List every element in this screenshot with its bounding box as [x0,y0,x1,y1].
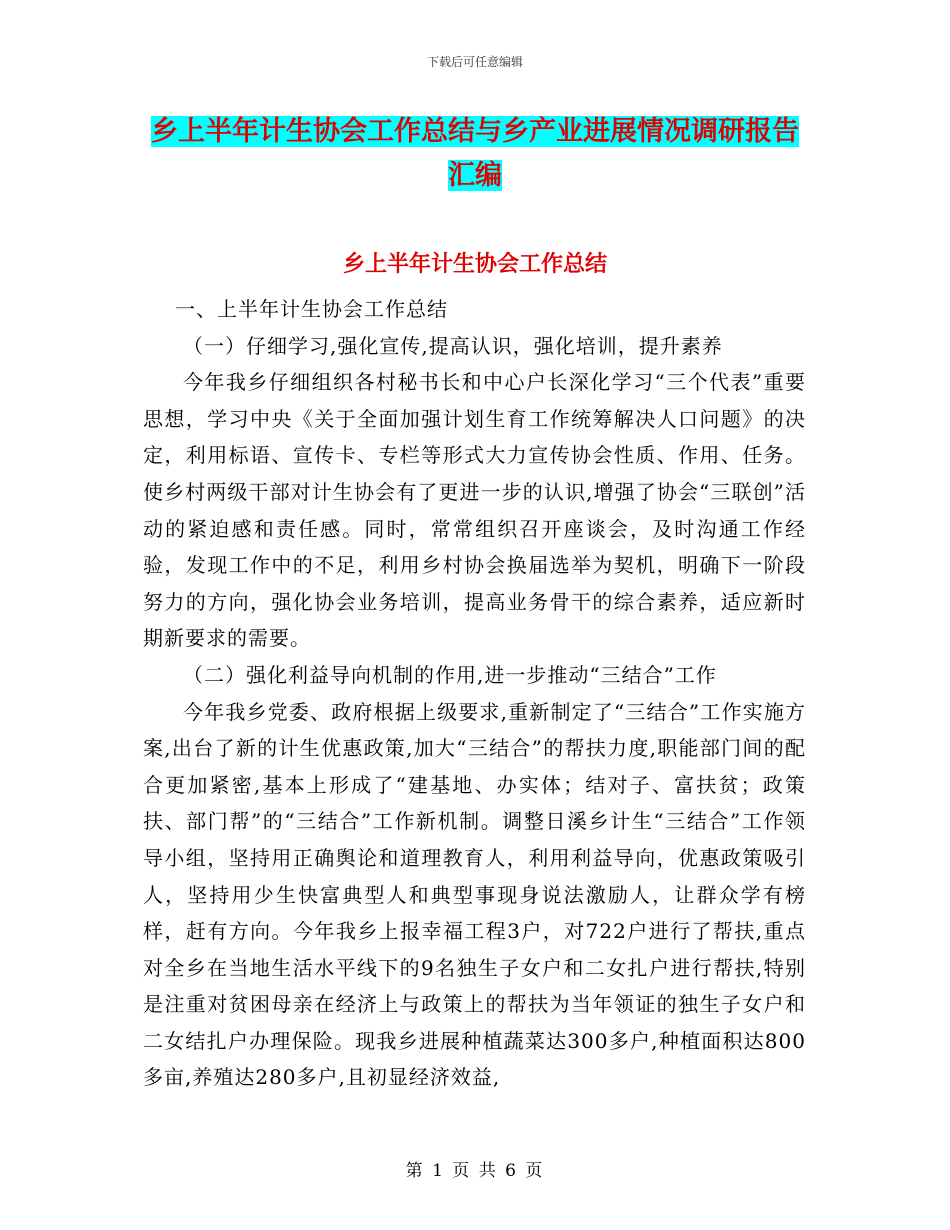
document-title [140,110,810,198]
item2-heading: （二）强化利益导向机制的作用,进一步推动“三结合”工作 [183,662,717,687]
item2-paragraph: 今年我乡党委、政府根据上级要求,重新制定了“三结合”工作实施方案,出台了新的计生优惠政策,加大“三结合”的帮扶力度,职能部门间的配合更加紧密,基本上形成了“建基地、办实体；结对子、富扶贫；政策扶、部门帮”的“三结合”工作新机制。调整日溪乡计生“三结合”工作领导小组，坚持用正确舆论和道理教育人，利用利益导向，优惠政策吸引人，坚持用少生快富典型人和典型事现身说法激励人，让群众学有榜样，赶有方向。今年我乡上报幸福工程3户，对722户进行了帮扶,重点对全乡在当地生活水平线下的9名独生子女户和二女扎户进行帮扶,特别是注重对贫困母亲在经济上与政策上的帮扶为当年领证的独生子女户和二女结扎户办理保险。现我乡进展种植蔬菜达300多户,种植面积达800多亩,养殖达280多户,且初显经济效益, [143,699,806,1090]
document-body [143,291,806,1096]
section-heading: 一、上半年计生协会工作总结 [175,297,448,321]
header-note: 下载后可任意编辑 [426,55,523,69]
section-title: 乡上半年计生协会工作总结 [342,252,607,277]
item1-paragraph: 今年我乡仔细组织各村秘书长和中心户长深化学习“三个代表”重要思想，学习中央《关于全面加强计划生育工作统筹解决人口问题》的决定，利用标语、宣传卡、专栏等形式大力宣传协会性质、作用、任务。使乡村两级干部对计生协会有了更进一步的认识,增强了协会“三联创”活动的紧迫感和责任感。同时，常常组织召开座谈会，及时沟通工作经验，发现工作中的不足，利用乡村协会换届选举为契机，明确下一阶段努力的方向，强化协会业务培训，提高业务骨干的综合素养，适应新时期新要求的需要。 [143,370,806,651]
page-footer: 第 1 页 共 6 页 [405,1161,545,1181]
item1-heading: （一）仔细学习,强化宣传,提高认识，强化培训，提升素养 [183,333,723,358]
document-title-text: 乡上半年计生协会工作总结与乡产业进展情况调研报告汇编 [151,116,799,191]
